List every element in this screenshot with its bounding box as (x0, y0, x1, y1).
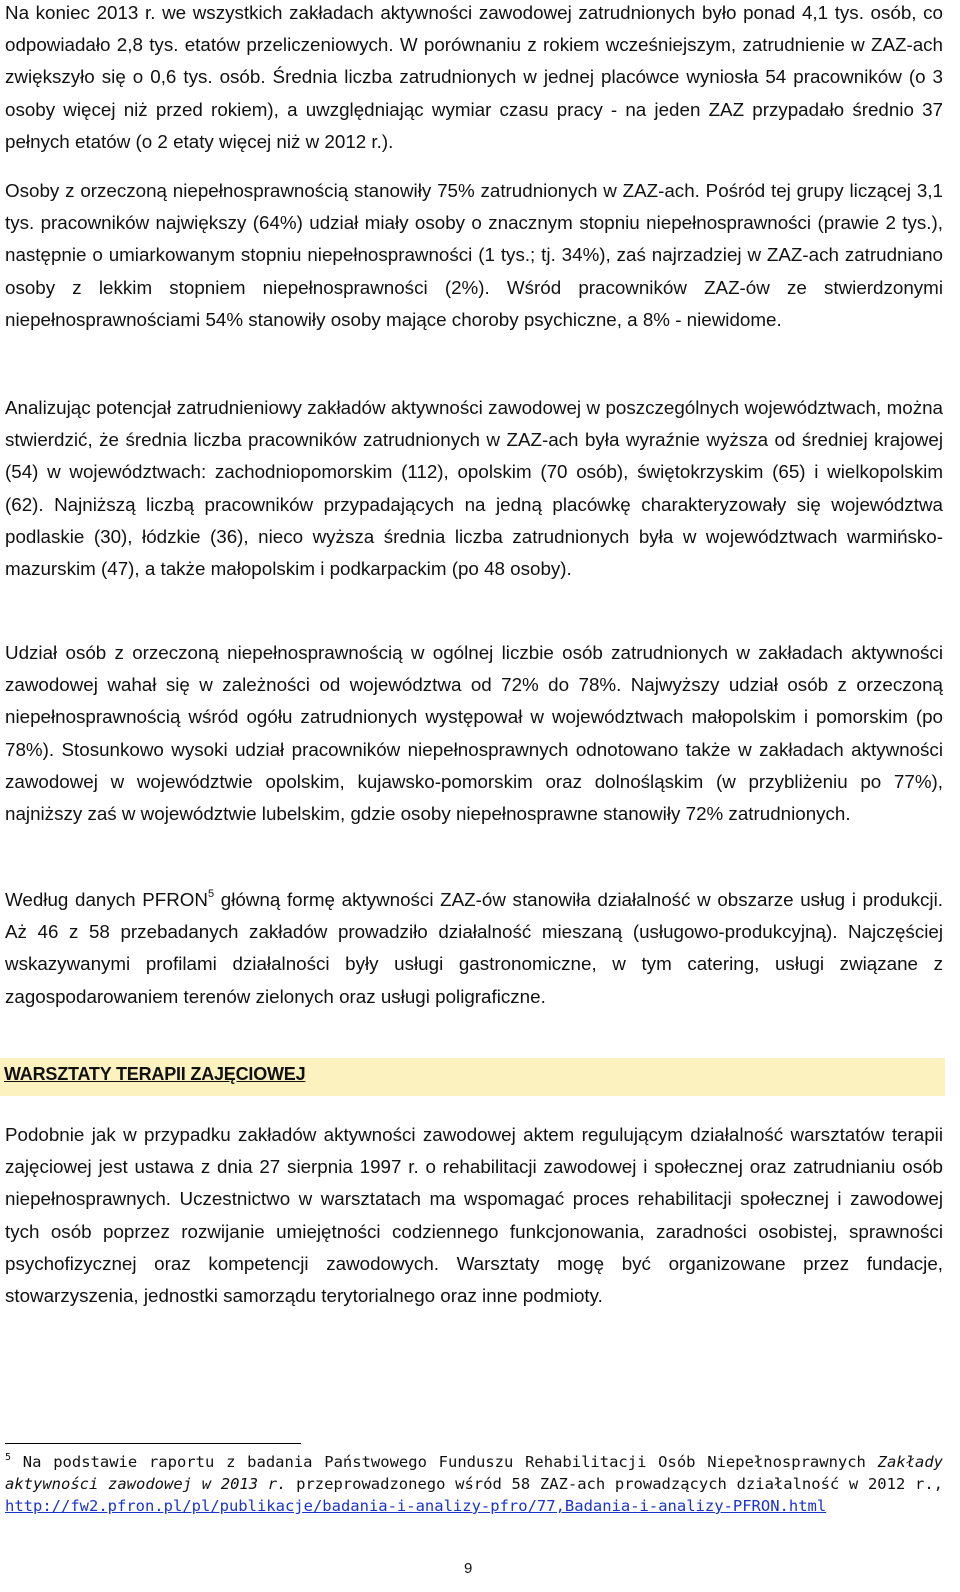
section-heading-bar (0, 1058, 945, 1096)
section-heading: WARSZTATY TERAPII ZAJĘCIOWEJ (4, 1064, 306, 1084)
footnote-divider (5, 1443, 301, 1444)
page-number: 9 (464, 1560, 473, 1577)
paragraph-wtz-intro: Podobnie jak w przypadku zakładów aktywności zawodowej aktem regulującym działalność warsztatów terapii zajęciowej jest ustawa z dnia 27 sierpnia 1997 r. o rehabilitacji zawodowej i społecznej oraz zatrudnianiu osób niepełnosprawnych. Uczestnictwo w warsztatach ma wspomagać proces rehabilitacji społecznej i zawodowej tych osób poprzez rozwijanie umiejętności codziennego funkcjonowania, zaradności osobistej, sprawności psychofizycznej oraz kompetencji zawodowych. Warsztaty mogę być organizowane przez fundacje, stowarzyszenia, jednostki samorządu terytorialnego oraz inne podmioty. (5, 1124, 943, 1307)
paragraph-pfron-rest: główną formę aktywności ZAZ-ów stanowiła działalność w obszarze usług i produkcji. Aż 46 z 58 przebadanych zakładów prowadziło działalność mieszaną (usługowo-produkcyjną). Najczęściej wskazywanymi profilami działalności były usługi gastronomiczne, w tym catering, usługi związane z zagospodarowaniem terenów zielonych oraz usługi poligraficzne. (5, 889, 943, 1007)
paragraph-disability-share: Osoby z orzeczoną niepełnosprawnością stanowiły 75% zatrudnionych w ZAZ-ach. Pośród tej grupy liczącej 3,1 tys. pracowników największy (64%) udział miały osoby o znacznym stopniu niepełnosprawności (prawie 2 tys.), następnie o umiarkowanym stopniu niepełnosprawności (1 tys.; tj. 34%), zaś najrzadziej w ZAZ-ach zatrudniano osoby z lekkim stopniem niepełnosprawności (2%). Wśród pracowników ZAZ-ów ze stwierdzonymi niepełnosprawnościami 54% stanowiły osoby mające choroby psychiczne, a 8% - niewidome. (5, 180, 943, 330)
paragraph-zaz-employment: Na koniec 2013 r. we wszystkich zakładach aktywności zawodowej zatrudnionych było ponad 4,1 tys. osób, co odpowiadało 2,8 tys. etatów przeliczeniowych. W porównaniu z rokiem wcześniejszym, zatrudnienie w ZAZ-ach zwiększyło się o 0,6 tys. osób. Średnia liczba zatrudnionych w jednej placówce wyniosła 54 pracowników (o 3 osoby więcej niż przed rokiem), a uwzględniając wymiar czasu pracy - na jeden ZAZ przypadało średnio 37 pełnych etatów (o 2 etaty więcej niż w 2012 r.). (5, 2, 943, 152)
footnote-text-cont: przeprowadzonego wśród 58 ZAZ-ach prowadzących działalność w 2012 r., (286, 1475, 943, 1493)
paragraph-disabled-ratio: Udział osób z orzeczoną niepełnosprawnością w ogólnej liczbie osób zatrudnionych w zakładach aktywności zawodowej wahał się w zależności od województwa od 72% do 78%. Najwyższy udział osób z orzeczoną niepełnosprawnością wśród ogółu zatrudnionych występował w województwach małopolskim i pomorskim (po 78%). Stosunkowo wysoki udział pracowników niepełnosprawnych odnotowano także w zakładach aktywności zawodowej w województwie opolskim, kujawsko-pomorskim oraz dolnośląskim (w przybliżeniu po 77%), najniższy zaś w województwie lubelskim, gdzie osoby niepełnosprawne stanowiły 72% zatrudnionych. (5, 642, 943, 825)
paragraph-regional-potential: Analizując potencjał zatrudnieniowy zakładów aktywności zawodowej w poszczególnych województwach, można stwierdzić, że średnia liczba pracowników zatrudnionych w ZAZ-ach była wyraźnie wyższa od średniej krajowej (54) w województwach: zachodniopomorskim (112), opolskim (70 osób), świętokrzyskim (65) i wielkopolskim (62). Najniższą liczbą pracowników przypadających na jedną placówkę charakteryzowały się województwa podlaskie (30), łódzkie (36), nieco wyższa średnia liczba zatrudnionych była w województwach warmińsko-mazurskim (47), a także małopolskim i podkarpackim (po 48 osoby). (5, 397, 943, 580)
paragraph-pfron-lead: Według danych PFRON (5, 889, 208, 910)
paragraph-pfron-activity (5, 884, 943, 1013)
footnote-marker: 5 (5, 1452, 12, 1463)
footnote-text: Na podstawie raportu z badania Państwowego Funduszu Rehabilitacji Osób Niepełnosprawnych (11, 1453, 878, 1471)
footnote-reference[interactable]: 5 (207, 888, 215, 900)
footnote (5, 1451, 943, 1517)
footnote-title: Zakłady aktywności zawodowej w 2013 r. (5, 1453, 943, 1493)
footnote-link[interactable]: http://fw2.pfron.pl/pl/publikacje/badania-i-analizy-pfro/77,Badania-i-analizy-PFRON.html (5, 1497, 827, 1515)
